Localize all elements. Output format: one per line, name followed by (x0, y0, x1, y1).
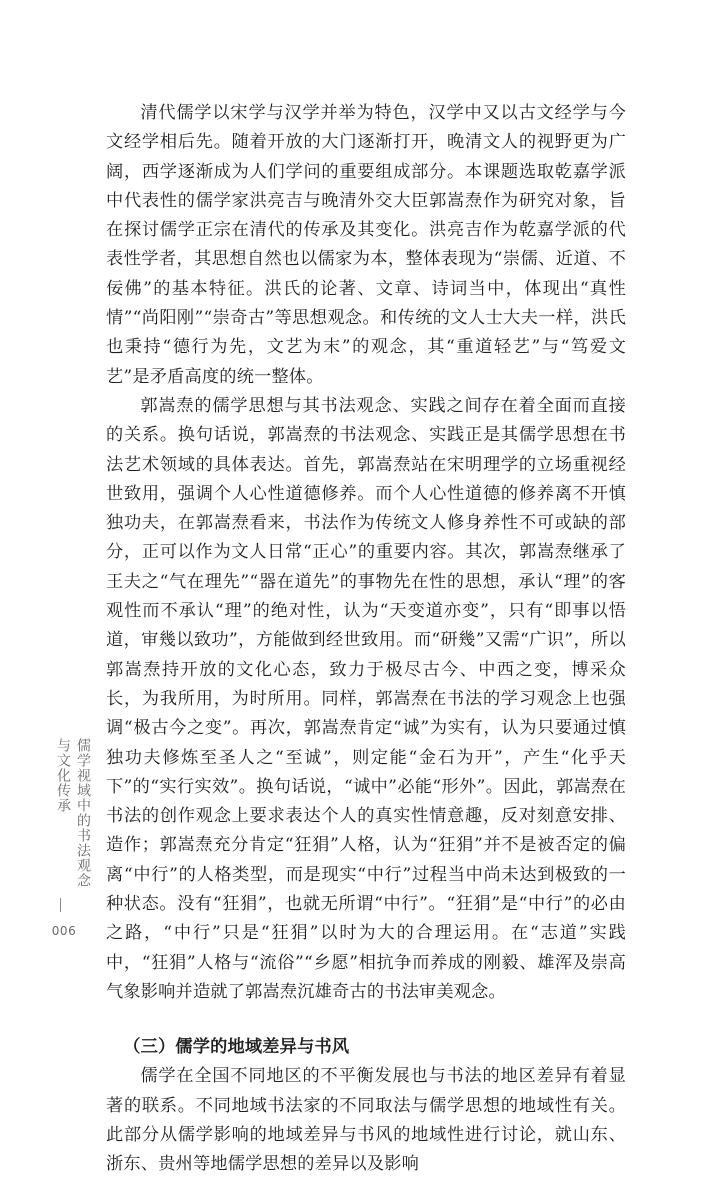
body-text (106, 99, 626, 1179)
section-heading: （三）儒学的地域差异与书风 (123, 1037, 350, 1058)
side-divider (60, 898, 61, 912)
paragraph-guo-songtao: 郭嵩焘的儒学思想与其书法观念、实践之间存在着全面而直接的关系。换句话说，郭嵩焘的书法观念、实践正是其儒学思想在书法艺术领域的具体表达。首先，郭嵩焘站在宋明理学的立场重视经世致用，强调个人心性道德修养。而个人心性道德的修养离不开慎独功夫，在郭嵩焘看来，书法作为传统文人修身养性不可或缺的部分，正可以作为文人日常“正心”的重要内容。其次，郭嵩焘继承了王夫之“气在理先”“器在道先”的事物先在性的思想，承认“理”的客观性而不承认“理”的绝对性，认为“天变道亦变”，只有“即事以悟道，审幾以致功”，方能做到经世致用。而“研幾”又需“广识”，所以郭嵩焘持开放的文化心态，致力于极尽古今、中西之变，博采众长，为我所用，为时所用。同样，郭嵩焘在书法的学习观念上也强调“极古今之变”。再次，郭嵩焘肯定“诚”为实有，认为只要通过慎独功夫修炼至圣人之“至诚”，则定能“金石为开”，产生“化乎天下”的“实行实效”。换句话说，“诚中”必能“形外”。因此，郭嵩焘在书法的创作观念上要求表达个人的真实性情意趣，反对刻意安排、造作；郭嵩焘充分肯定“狂狷”人格，认为“狂狷”并不是被否定的偏离“中行”的人格类型，而是现实“中行”过程当中尚未达到极致的一种状态。没有“狂狷”，也就无所谓“中行”。“狂狷”是“中行”的必由之路，“中行”只是“狂狷”以时为大的合理运用。在“志道”实践中，“狂狷”人格与“流俗”“乡愿”相抗争而养成的刚毅、雄浑及崇高气象影响并造就了郭嵩焘沉雄奇古的书法审美观念。 (106, 395, 626, 1002)
paragraph-regional-differences: 儒学在全国不同地区的不平衡发展也与书法的地区差异有着显著的联系。不同地域书法家的不同取法与儒学思想的地域性有关。此部分从儒学影响的地域差异与书风的地域性进行讨论，就山东、浙东、贵州等地儒学思想的差异以及影响 (106, 1066, 626, 1175)
page-number: 006 (51, 924, 77, 938)
side-book-title: 儒学视域中的书法观念与文化传承 (55, 738, 91, 888)
paragraph-qing-confucianism: 清代儒学以宋学与汉学并举为特色，汉学中又以古文经学与今文经学相后先。随着开放的大门逐渐打开，晚清文人的视野更为广阔，西学逐渐成为人们学问的重要组成部分。本课题选取乾嘉学派中代表性的儒学家洪亮吉与晚清外交大臣郭嵩焘作为研究对象，旨在探讨儒学正宗在清代的传承及其变化。洪亮吉作为乾嘉学派的代表性学者，其思想自然也以儒家为本，整体表现为“崇儒、近道、不佞佛”的基本特征。洪氏的论著、文章、诗词当中，体现出“真性情”“尚阳刚”“崇奇古”等思想观念。和传统的文人士大夫一样，洪氏也秉持“德行为先，文艺为末”的观念，其“重道轻艺”与“笃爱文艺”是矛盾高度的统一整体。 (106, 103, 626, 387)
